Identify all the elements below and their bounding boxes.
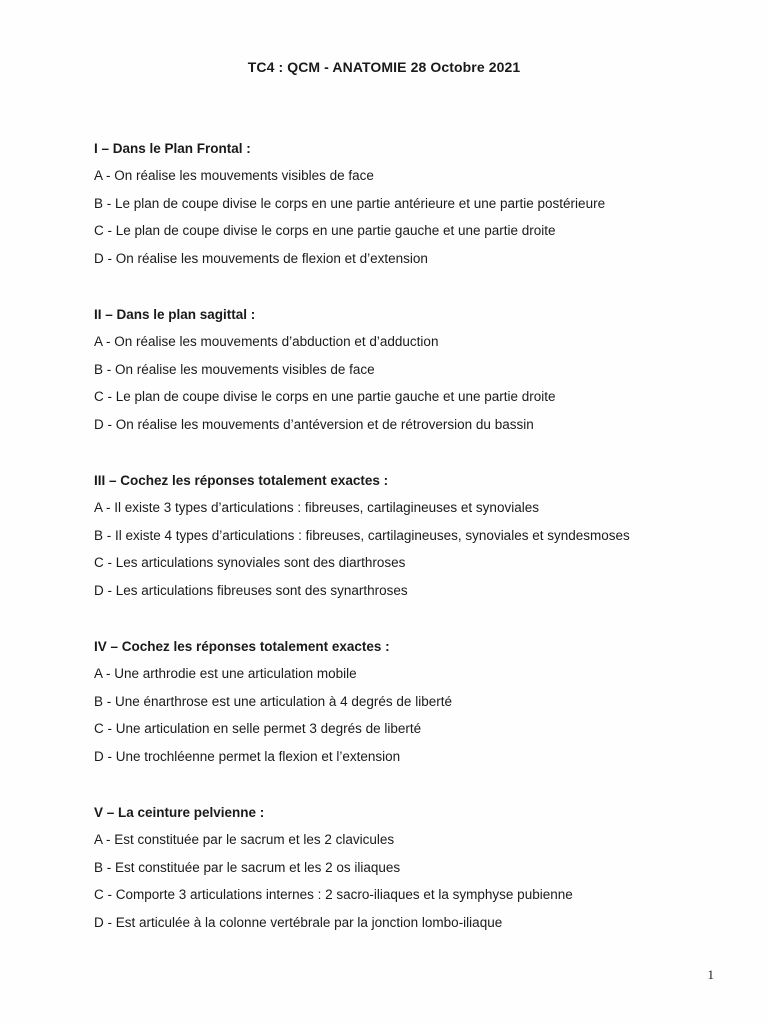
answer-option-a: A - Est constituée par le sacrum et les 2 clavicules [94, 832, 395, 847]
answer-option-a: A - On réalise les mouvements visibles de face [94, 168, 374, 183]
answer-option-b: B - Le plan de coupe divise le corps en une partie antérieure et une partie postérieure [94, 195, 606, 211]
answer-option-c: C - Une articulation en selle permet 3 degrés de liberté [94, 721, 422, 737]
question-heading: III – Cochez les réponses totalement exactes : [94, 473, 389, 488]
question-2 [94, 306, 734, 443]
question-5 [94, 804, 734, 941]
answer-option-a: A - Il existe 3 types d’articulations : fibreuses, cartilagineuses et synoviales [94, 500, 539, 515]
question-heading: V – La ceinture pelvienne : [94, 805, 265, 820]
answer-option-a: A - Une arthrodie est une articulation mobile [94, 666, 357, 681]
document-title: TC4 : QCM - ANATOMIE 28 Octobre 2021 [247, 59, 521, 75]
question-heading: I – Dans le Plan Frontal : [94, 141, 251, 156]
question-heading: II – Dans le plan sagittal : [94, 307, 256, 322]
answer-option-b: B - On réalise les mouvements visibles de face [94, 361, 375, 377]
answer-option-c: C - Le plan de coupe divise le corps en une partie gauche et une partie droite [94, 389, 556, 405]
answer-option-c: C - Comporte 3 articulations internes : 2 sacro-iliaques et la symphyse pubienne [94, 887, 573, 903]
question-4 [94, 638, 734, 775]
answer-option-d: D - On réalise les mouvements d’antéversion et de rétroversion du bassin [94, 416, 534, 432]
answer-option-d: D - Est articulée à la colonne vertébrale par la jonction lombo-iliaque [94, 914, 503, 930]
answer-option-b: B - Il existe 4 types d’articulations : fibreuses, cartilagineuses, synoviales et syndesmoses [94, 527, 630, 543]
answer-option-d: D - On réalise les mouvements de flexion et d’extension [94, 250, 428, 266]
page-number: 1 [707, 967, 714, 982]
question-1 [94, 140, 734, 277]
answer-option-d: D - Les articulations fibreuses sont des synarthroses [94, 582, 408, 598]
answer-option-c: C - Le plan de coupe divise le corps en une partie gauche et une partie droite [94, 223, 556, 239]
question-3 [94, 472, 734, 609]
answer-option-c: C - Les articulations synoviales sont des diarthroses [94, 555, 406, 571]
answer-option-d: D - Une trochléenne permet la flexion et l’extension [94, 748, 401, 764]
answer-option-b: B - Est constituée par le sacrum et les 2 os iliaques [94, 859, 401, 875]
question-heading: IV – Cochez les réponses totalement exactes : [94, 639, 390, 654]
answer-option-a: A - On réalise les mouvements d’abduction et d’adduction [94, 334, 439, 349]
answer-option-b: B - Une énarthrose est une articulation à 4 degrés de liberté [94, 693, 452, 709]
